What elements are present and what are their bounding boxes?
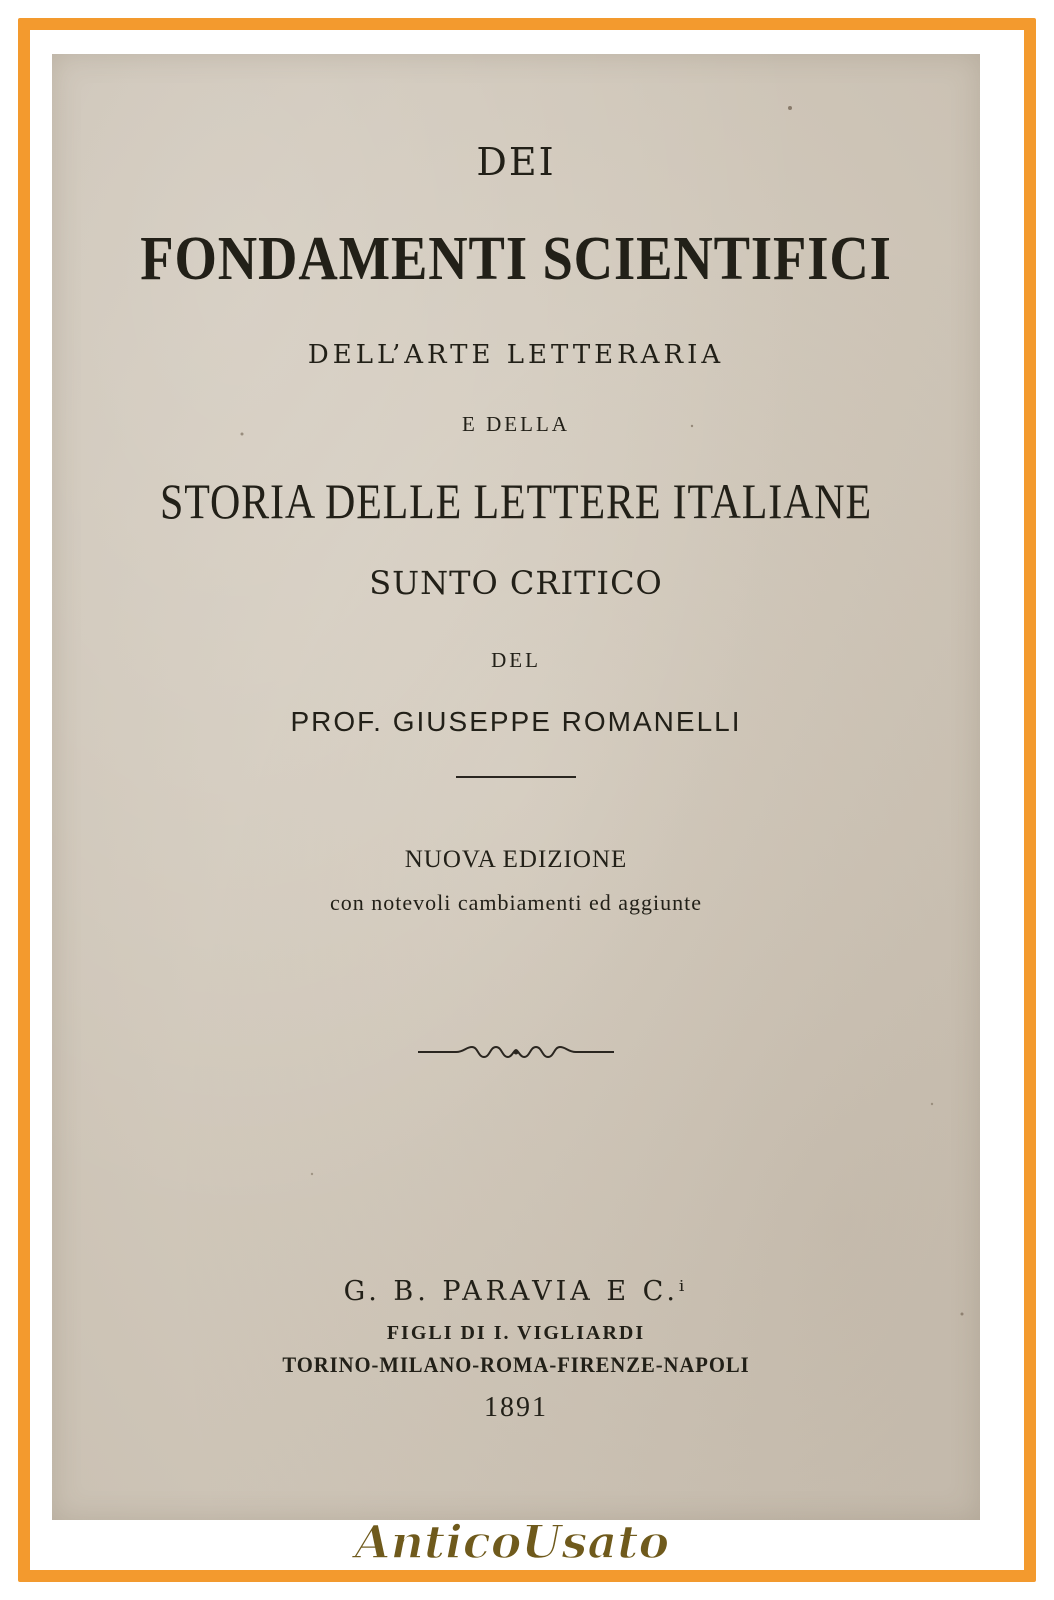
anticousato-logo bbox=[352, 1508, 672, 1578]
subtitle-sunto: SUNTO CRITICO bbox=[369, 564, 663, 602]
byline-del: DEL bbox=[491, 648, 541, 672]
edition-note: con notevoli cambiamenti ed aggiunte bbox=[329, 890, 702, 915]
publisher-name: G. B. PARAVIA E C.ⁱ bbox=[343, 1276, 689, 1307]
publication-year: 1891 bbox=[484, 1392, 548, 1423]
subtitle-storia: STORIA DELLE LETTERE ITALIANE bbox=[160, 473, 872, 529]
author-name: PROF. GIUSEPPE ROMANELLI bbox=[290, 706, 742, 737]
title-dei: DEI bbox=[476, 140, 556, 184]
publisher-cities: TORINO-MILANO-ROMA-FIRENZE-NAPOLI bbox=[282, 1352, 750, 1377]
scroll-ornament-icon bbox=[416, 1042, 616, 1062]
conjunction-e-della: E DELLA bbox=[462, 412, 570, 436]
title-page bbox=[52, 54, 980, 1520]
subtitle-arte: DELL’ARTE LETTERARIA bbox=[307, 340, 725, 370]
main-title: FONDAMENTI SCIENTIFICI bbox=[140, 225, 892, 293]
edition-label: NUOVA EDIZIONE bbox=[404, 846, 628, 873]
logo-text: AnticoUsato bbox=[354, 1515, 670, 1569]
publisher-subline: FIGLI DI I. VIGLIARDI bbox=[386, 1322, 646, 1344]
horizontal-rule bbox=[456, 776, 576, 778]
